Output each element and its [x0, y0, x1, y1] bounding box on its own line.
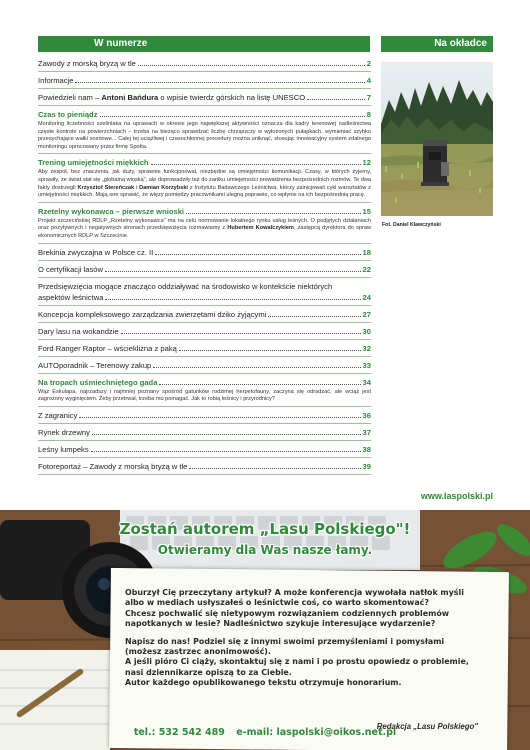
toc-entry-title: Koncepcja kompleksowego zarządzania zwierzętami dziko żyjącymi	[38, 309, 267, 319]
toc-entry[interactable]	[38, 247, 371, 258]
toc-entry-title: Na tropach uśmiechniętego gada	[38, 377, 158, 387]
toc-header	[38, 36, 370, 52]
advert-subheadline: Otwieramy dla Was nasze łamy.	[157, 543, 373, 557]
toc-entry-title-line: Przedsięwzięcia mogące znacząco oddziaływać na środowisko w kontekście niektórych	[38, 281, 333, 291]
toc-entry-description: Wąż Eskulapa, najrzadszy i najmniej poznany spośród gatunków rodzimej herpetofauny, zaczyna się odradzać, ale wciąż jest zagrożony wyginięciem. Żeby przetrwał, trzeba mu pomagać. Jak to robią leśnicy i przyrodnicy?	[38, 388, 371, 403]
toc-entry-page: 24	[362, 292, 371, 302]
toc-entry[interactable]	[38, 461, 371, 472]
toc-entry-page: 39	[362, 461, 371, 471]
toc-entry[interactable]	[38, 75, 371, 86]
toc-entry[interactable]	[38, 343, 371, 354]
toc-entry-title: Dary lasu na wokandzie	[38, 326, 119, 336]
cover-header	[381, 36, 493, 52]
toc-entry-title: Ford Ranger Raptor – wściekliżna z paką	[38, 343, 177, 353]
toc-entry-page: 18	[362, 247, 371, 257]
toc-entry[interactable]	[38, 360, 371, 371]
toc-entry-page: 8	[366, 110, 371, 119]
toc-entry[interactable]	[38, 206, 371, 217]
toc-entry-title: Powiedzieli nam – Antoni Bańdura o wpisie twierdz górskich na listę UNESCO	[38, 93, 306, 102]
toc-entry-title: Trening umiejętności miękkich	[38, 158, 149, 168]
toc-entry-page: 30	[362, 326, 371, 336]
toc-entry[interactable]	[38, 309, 371, 320]
advert-signature: Redakcja „Lasu Polskiego"	[376, 722, 478, 731]
toc-entry-title: Fotoreportaż – Zawody z morską bryzą w tle	[38, 461, 188, 471]
toc-entry-page: 34	[362, 377, 371, 387]
table-of-contents	[38, 58, 371, 478]
advert-phone[interactable]: tel.: 532 542 489	[133, 727, 225, 738]
toc-entry-title: AUTOporadnik – Terenowy zakup	[38, 360, 152, 370]
toc-entry-page: 38	[362, 444, 371, 454]
toc-entry-description: Monitoring liczebności szeliniaka na uprawach w okresie jego największej aktywności oznacza dla kadry terenowej nadleśnictwa częste kontrole na powierzchniach – trzeba na bieżąco sprawdzać liczbę chrząszczy w wyłożonych pułapkach, wymieniać szybko przesychające wałki sosnowe... Całej tej uciążliwej i czasochłonnej procedury można uniknąć, stosując innowacyjny system zdalnego monitoringu oprocowany przez firmę Spotta.	[38, 121, 371, 150]
toc-entry[interactable]	[38, 292, 371, 303]
toc-entry-page: 7	[366, 93, 371, 102]
toc-entry-title: Brekinia zwyczajna w Polsce cz. II	[38, 247, 154, 257]
toc-entry[interactable]	[38, 326, 371, 337]
toc-entry-title: Zawody z morską bryzą w tle	[38, 59, 136, 68]
toc-entry[interactable]	[38, 58, 371, 69]
toc-entry[interactable]	[38, 92, 371, 103]
toc-entry-page: 12	[362, 158, 371, 168]
toc-entry-page: 4	[366, 76, 371, 85]
toc-entry-title: Czas to pieniądz	[38, 110, 98, 119]
cover-header-label: Na okładce	[434, 38, 487, 49]
forest-photo-image	[381, 62, 493, 216]
website-link[interactable]: www.laspolski.pl	[420, 491, 493, 501]
toc-entry-title: aspektów leśnictwa	[38, 292, 104, 302]
cover-photo	[381, 62, 493, 216]
advert-email[interactable]: e-mail: laspolski@oikos.net.pl	[236, 727, 397, 738]
photo-credit: Fot. Daniel Klawczyński	[382, 222, 441, 228]
toc-entry[interactable]	[38, 377, 371, 388]
toc-entry-description: Aby zespół, bez znaczenia, jak duży, sprawnie funkcjonował, niezbędne są umiejętności komunikacji. Czasy, w których żyjemy, sprawiły, że świat stał się „globalną wioską", ale doprowadziły też do zaniku umiejętności prowadzenia bezpośrednich rozmów. Te dwa fakty dostrzegli Krzysztof Stereńczak i Damian Korzybski z Instytutu Badawczego Leśnictwa, którzy zainicjowali cykl warsztatów z umiejętności miękkich. Mają one sprawić, że więzy pomiędzy pracownikami ulegną poprawie, co wpłynie na ich bezpośrednią pracę.	[38, 169, 371, 199]
toc-entry-title: Rynek drzewny	[38, 427, 90, 437]
toc-entry-title: O certyfikacji lasów	[38, 264, 103, 274]
author-call-advert	[0, 510, 530, 750]
toc-entry[interactable]	[38, 410, 371, 421]
toc-entry-page: 22	[362, 264, 371, 274]
toc-entry-description: Projekt szczecińskiej RDLP „Rzetelny wykonawca" ma na celu normowanie lokalnego rynku usług leśnych. O podjętych działaniach oraz pozytywnych i negatywnych stronach przedsięwzięcia rozmawiamy z Hubertem Kowalczykiem, zastępcą dyrektora do spraw ekonomicznych RDLP w Szczecinie.	[38, 217, 372, 239]
toc-entry[interactable]	[38, 109, 371, 120]
toc-entry-page: 27	[362, 309, 371, 319]
advert-paragraph: Napisz do nas! Podziel się z innymi swoimi przemyśleniami i pomysłami (możesz zastrzec anonimowość). A jeśli pióro Ci ciąży, skontaktuj się z nami i po prostu opowiedz o problemie, nasi dziennikarze opiszą to za Ciebie. Autor każdego opublikowanego tekstu otrzymuje honorarium.	[125, 636, 469, 688]
toc-entry-page: 36	[362, 410, 371, 420]
advert-paragraph: Oburzył Cię przeczytany artykuł? A może konferencja wywołała natłok myśli albo w mediach usłyszałeś o leśnictwie coś, co warto skomentować? Chcesz pochwalić się nietypowym rozwiązaniem codziennych problemów napotkanych w lesie? Nadleśnictwo szykuje interesujące wydarzenie?	[125, 588, 464, 629]
toc-entry-title: Informacje	[38, 76, 74, 85]
toc-entry-title: Leśny lumpeks	[38, 444, 89, 454]
toc-entry[interactable]	[38, 264, 371, 275]
advert-body	[125, 588, 495, 689]
advert-headline: Zostań autorem „Lasu Polskiego"!	[119, 520, 411, 538]
toc-entry[interactable]	[38, 157, 371, 168]
toc-entry-page: 37	[362, 427, 371, 437]
toc-header-label: W numerze	[94, 38, 148, 49]
toc-entry-page: 33	[362, 360, 371, 370]
toc-entry[interactable]	[38, 427, 371, 438]
toc-entry-page: 32	[362, 343, 371, 353]
toc-entry-title: Rzetelny wykonawca – pierwsze wnioski	[38, 206, 185, 216]
advert-contact	[0, 727, 530, 738]
toc-entry[interactable]	[38, 444, 371, 455]
toc-entry-title: Z zagranicy	[38, 410, 78, 420]
toc-entry-page: 15	[362, 206, 371, 216]
toc-entry-page: 2	[366, 59, 371, 68]
